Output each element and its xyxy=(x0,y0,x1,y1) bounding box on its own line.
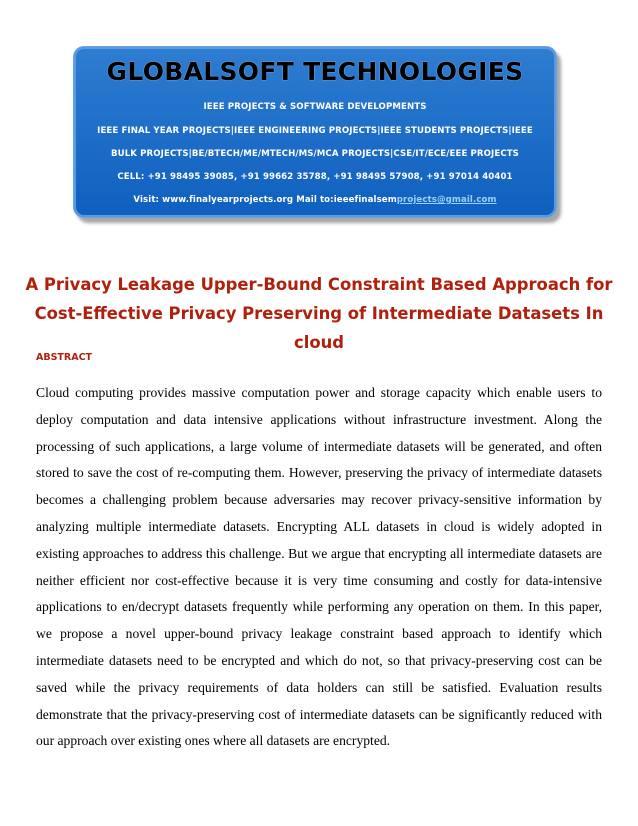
company-name: GLOBALSOFT TECHNOLOGIES xyxy=(106,57,524,86)
banner-contact-text: Visit: www.finalyearprojects.org Mail to:ieeefinalsem xyxy=(133,195,397,205)
abstract-heading: ABSTRACT xyxy=(36,352,93,363)
abstract-text: Cloud computing provides massive computation power and storage capacity which enable users to deploy computation and data intensive applications without infrastructure investment. Along the processing of such applications, a large volume of intermediate datasets will be generated, and often stored to save the cost of re-computing them. However, preserving the privacy of intermediate datasets becomes a challenging problem because adversaries may recover privacy-sensitive information by analyzing multiple intermediate datasets. Encrypting ALL datasets in cloud is widely adopted in existing approaches to address this challenge. But we argue that encrypting all intermediate datasets are neither efficient nor cost-effective because it is very time consuming and costly for data-intensive applications to en/decrypt datasets frequently while performing any operation on them. In this paper, we propose a novel upper-bound privacy leakage constraint based approach to identify which intermediate datasets need to be encrypted and which do not, so that privacy-preserving cost can be saved while the privacy requirements of data holders can still be satisfied. Evaluation results demonstrate that the privacy-preserving cost of intermediate datasets can be significantly reduced with our approach over existing ones where all datasets are encrypted. xyxy=(36,385,602,749)
banner-phone-line: CELL: +91 98495 39085, +91 99662 35788, +91 98495 57908, +91 97014 40401 xyxy=(117,172,513,182)
banner-tagline: IEEE PROJECTS & SOFTWARE DEVELOPMENTS xyxy=(203,102,427,112)
banner-contact-line xyxy=(74,195,556,205)
paper-title: A Privacy Leakage Upper-Bound Constraint Based Approach for Cost-Effective Privacy Preserving of Intermediate Datasets In cloud xyxy=(25,275,613,352)
banner-bulk-projects-line: BULK PROJECTS|BE/BTECH/ME/MTECH/MS/MCA PROJECTS|CSE/IT/ECE/EEE PROJECTS xyxy=(111,149,519,159)
company-banner xyxy=(73,46,557,218)
banner-projects-line: IEEE FINAL YEAR PROJECTS|IEEE ENGINEERING PROJECTS|IEEE STUDENTS PROJECTS|IEEE xyxy=(97,126,533,136)
email-link[interactable]: projects@gmail.com xyxy=(396,195,497,205)
